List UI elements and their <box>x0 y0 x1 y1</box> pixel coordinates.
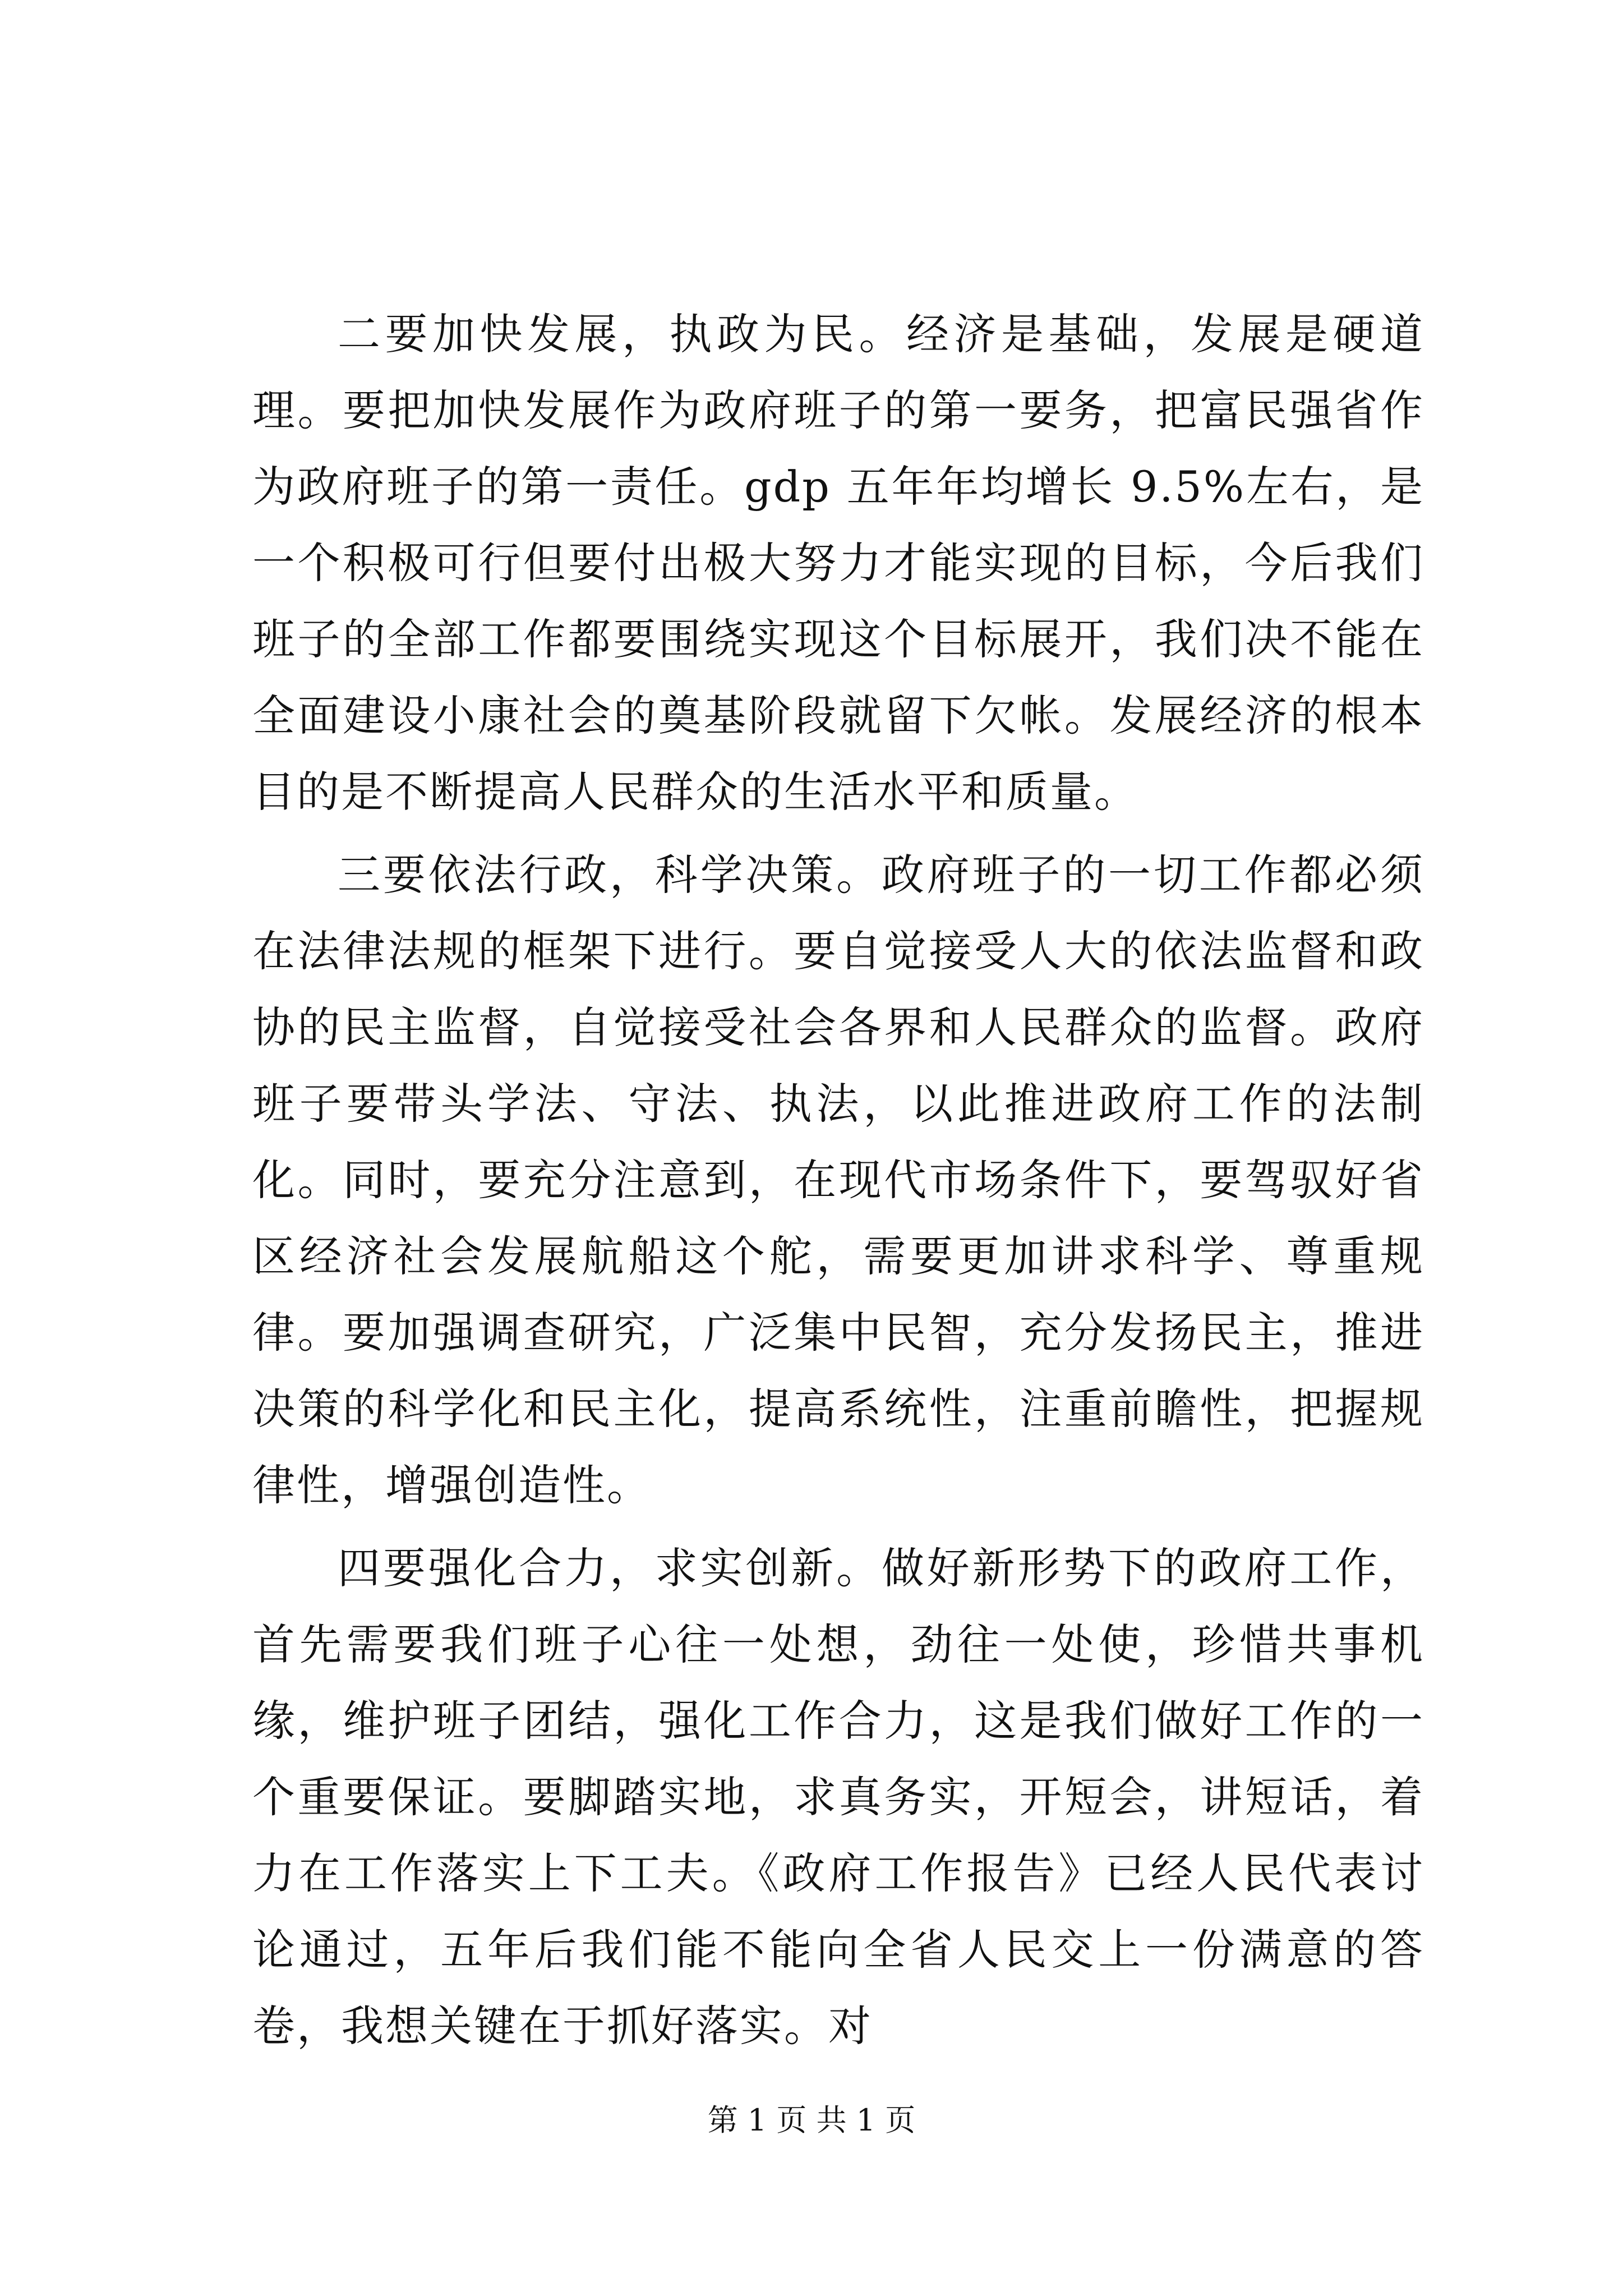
page-number-footer: 第 1 页 共 1 页 <box>707 2102 916 2138</box>
paragraph-rule-of-law: 三要依法行政，科学决策。政府班子的一切工作都必须在法律法规的框架下进行。要自觉接受人大的依法监督和政协的民主监督，自觉接受社会各界和人民群众的监督。政府班子要带头学法、守法、执法，以此推进政府工作的法制化。同时，要充分注意到，在现代市场条件下，要驾驭好省区经济社会发展航船这个舵，需要更加讲求科学、尊重规律。要加强调查研究，广泛集中民智，充分发扬民主，推进决策的科学化和民主化，提高系统性，注重前瞻性，把握规律性，增强创造性。 <box>252 850 1424 1510</box>
paragraph-development: 二要加快发展，执政为民。经济是基础，发展是硬道理。要把加快发展作为政府班子的第一要务，把富民强省作为政府班子的第一责任。gdp 五年年均增长 9.5%左右，是一个积极可行但要付出极大努力才能实现的目标，今后我们班子的全部工作都要围绕实现这个目标展开，我们决不能在全面建设小康社会的奠基阶段就留下欠帐。发展经济的根本目的是不断提高人民群众的生活水平和质量。 <box>252 309 1424 817</box>
paragraph-cohesion: 四要强化合力，求实创新。做好新形势下的政府工作，首先需要我们班子心往一处想，劲往一处使，珍惜共事机缘，维护班子团结，强化工作合力，这是我们做好工作的一个重要保证。要脚踏实地，求真务实，开短会，讲短话，着力在工作落实上下工夫。《政府工作报告》已经人民代表讨论通过，五年后我们能不能向全省人民交上一份满意的答卷，我想关键在于抓好落实。对 <box>252 1543 1424 2051</box>
document-body <box>252 296 1424 2071</box>
